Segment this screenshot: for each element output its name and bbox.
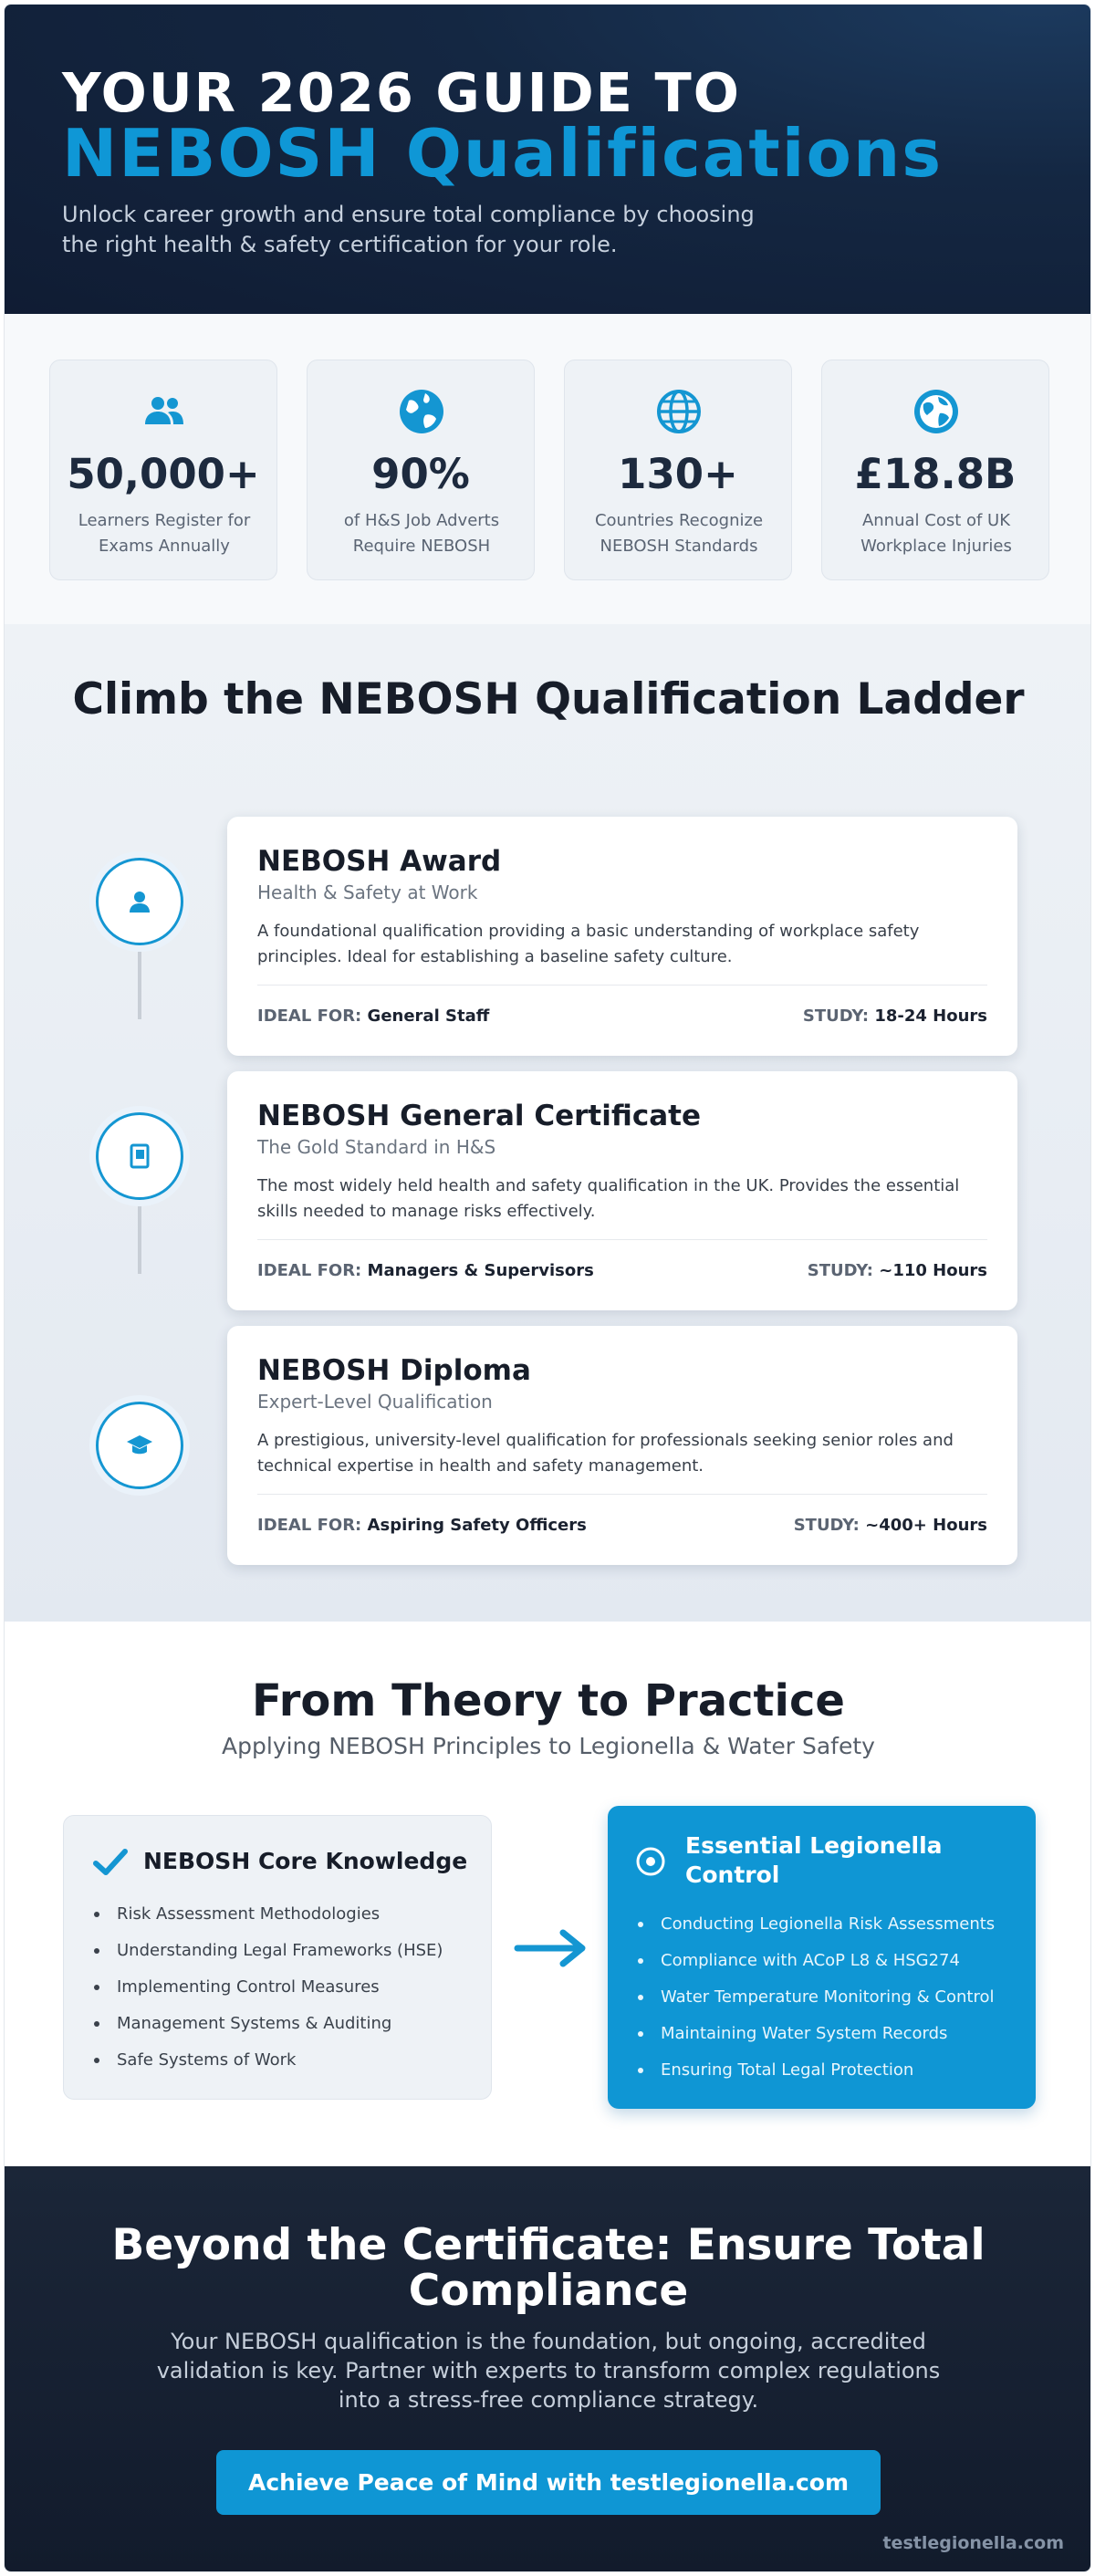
list-item: Maintaining Water System Records (635, 2016, 995, 2052)
step-description: A prestigious, university-level qualification for professionals seeking senior roles and technical expertise in health and safety management. (257, 1431, 954, 1476)
earth-icon (912, 388, 960, 435)
stat-value: £18.8B (854, 450, 1017, 498)
step-marker-general-certificate (96, 1112, 183, 1200)
list-item: Water Temperature Monitoring & Control (635, 1979, 995, 2016)
hero-subtitle: Unlock career growth and ensure total compliance by choosing the right health & safety certification for your role. (62, 202, 755, 257)
stat-label: of H&S Job Adverts Require NEBOSH (343, 511, 500, 556)
practice-title: From Theory to Practice (252, 1675, 845, 1726)
legionella-control-card (608, 1806, 1036, 2109)
practice-subtitle: Applying NEBOSH Principles to Legionella & Water Safety (222, 1733, 875, 1759)
study-label: STUDY: (802, 1006, 870, 1026)
step-subtitle: Health & Safety at Work (257, 881, 478, 903)
step-marker-award (96, 858, 183, 945)
ladder-title: Climb the NEBOSH Qualification Ladder (72, 674, 1025, 725)
list-item: Safe Systems of Work (91, 2042, 443, 2079)
people-icon (141, 388, 188, 435)
step-study-hours (803, 1006, 987, 1026)
stat-card-countries (564, 360, 792, 580)
legionella-control-list (635, 1906, 995, 2089)
step-subtitle: The Gold Standard in H&S (257, 1136, 496, 1158)
stat-value: 90% (371, 450, 470, 498)
step-study-hours (808, 1261, 987, 1280)
stat-label: Learners Register for Exams Annually (78, 511, 251, 556)
step-card-award (227, 817, 1017, 1056)
step-marker-diploma (96, 1402, 183, 1489)
step-ideal-for (257, 1006, 489, 1026)
stat-label: Countries Recognize NEBOSH Standards (594, 511, 764, 556)
step-card-general-certificate (227, 1071, 1017, 1310)
ideal-for-label: IDEAL FOR: (257, 1006, 362, 1026)
ladder-section (5, 624, 1091, 1622)
step-title: NEBOSH Award (257, 845, 502, 878)
ideal-for-label: IDEAL FOR: (257, 1261, 362, 1280)
step-divider (257, 1239, 987, 1240)
step-title: NEBOSH Diploma (257, 1354, 531, 1387)
ideal-for-label: IDEAL FOR: (257, 1516, 362, 1535)
step-divider (257, 985, 987, 986)
hero-title-line1: YOUR 2026 GUIDE TO (62, 61, 741, 124)
hero-section (5, 5, 1091, 314)
stat-card-job-adverts (307, 360, 535, 580)
step-study-hours (794, 1516, 987, 1535)
study-value: ~110 Hours (879, 1261, 987, 1280)
globe-pin-icon (398, 388, 445, 435)
step-description: The most widely held health and safety qualification in the UK. Provides the essential skills needed to manage risks effectively. (257, 1176, 960, 1221)
ideal-for-value: Aspiring Safety Officers (367, 1516, 587, 1535)
study-value: ~400+ Hours (865, 1516, 987, 1535)
check-icon (92, 1847, 129, 1878)
step-ideal-for (257, 1516, 587, 1535)
list-item: Risk Assessment Methodologies (91, 1896, 443, 1933)
list-item: Conducting Legionella Risk Assessments (635, 1906, 995, 1943)
list-item: Management Systems & Auditing (91, 2006, 443, 2042)
study-value: 18-24 Hours (874, 1006, 987, 1026)
cta-title: Beyond the Certificate: Ensure Total Compliance (111, 2220, 986, 2316)
book-icon (125, 1142, 154, 1171)
step-ideal-for (257, 1261, 594, 1280)
study-label: STUDY: (793, 1516, 860, 1535)
ideal-for-value: Managers & Supervisors (367, 1261, 594, 1280)
hero-title-line2: NEBOSH Qualifications (62, 115, 944, 192)
list-item: Understanding Legal Frameworks (HSE) (91, 1933, 443, 1969)
target-icon (635, 1846, 666, 1877)
footer-brand: testlegionella.com (882, 2533, 1064, 2553)
step-title: NEBOSH General Certificate (257, 1100, 701, 1132)
globe-icon (655, 388, 703, 435)
stat-card-learners (49, 360, 277, 580)
step-description: A foundational qualification providing a basic understanding of workplace safety principles. Ideal for establishing a baseline safety culture. (257, 922, 920, 966)
ideal-for-value: General Staff (367, 1006, 490, 1026)
core-knowledge-title: NEBOSH Core Knowledge (143, 1848, 468, 1874)
list-item: Ensuring Total Legal Protection (635, 2052, 995, 2089)
stat-card-injury-cost (821, 360, 1049, 580)
ladder-connector (138, 952, 141, 1019)
graduation-cap-icon (125, 1431, 154, 1460)
core-knowledge-card (63, 1815, 492, 2100)
step-card-diploma (227, 1326, 1017, 1565)
list-item: Compliance with ACoP L8 & HSG274 (635, 1943, 995, 1979)
core-knowledge-list (91, 1896, 443, 2079)
step-subtitle: Expert-Level Qualification (257, 1391, 493, 1413)
cta-section (5, 2166, 1091, 2572)
peace-of-mind-button[interactable]: Achieve Peace of Mind with testlegionella.com (216, 2450, 881, 2515)
list-item: Implementing Control Measures (91, 1969, 443, 2006)
practice-section (5, 1622, 1091, 2166)
legionella-control-title: Essential Legionella Control (685, 1832, 943, 1888)
stat-value: 130+ (618, 450, 738, 498)
user-icon (125, 887, 154, 916)
ladder-connector (138, 1206, 141, 1274)
stats-section (5, 314, 1091, 624)
stat-value: 50,000+ (67, 450, 260, 498)
infographic (4, 4, 1091, 2572)
step-divider (257, 1494, 987, 1495)
cta-subtitle: Your NEBOSH qualification is the foundation, but ongoing, accredited validation is key. Partner with experts to transform complex regulations into a stress-free compliance strategy. (156, 2329, 941, 2413)
arrow-right-icon (512, 1927, 590, 1969)
study-label: STUDY: (807, 1261, 873, 1280)
stat-label: Annual Cost of UK Workplace Injuries (860, 511, 1012, 556)
